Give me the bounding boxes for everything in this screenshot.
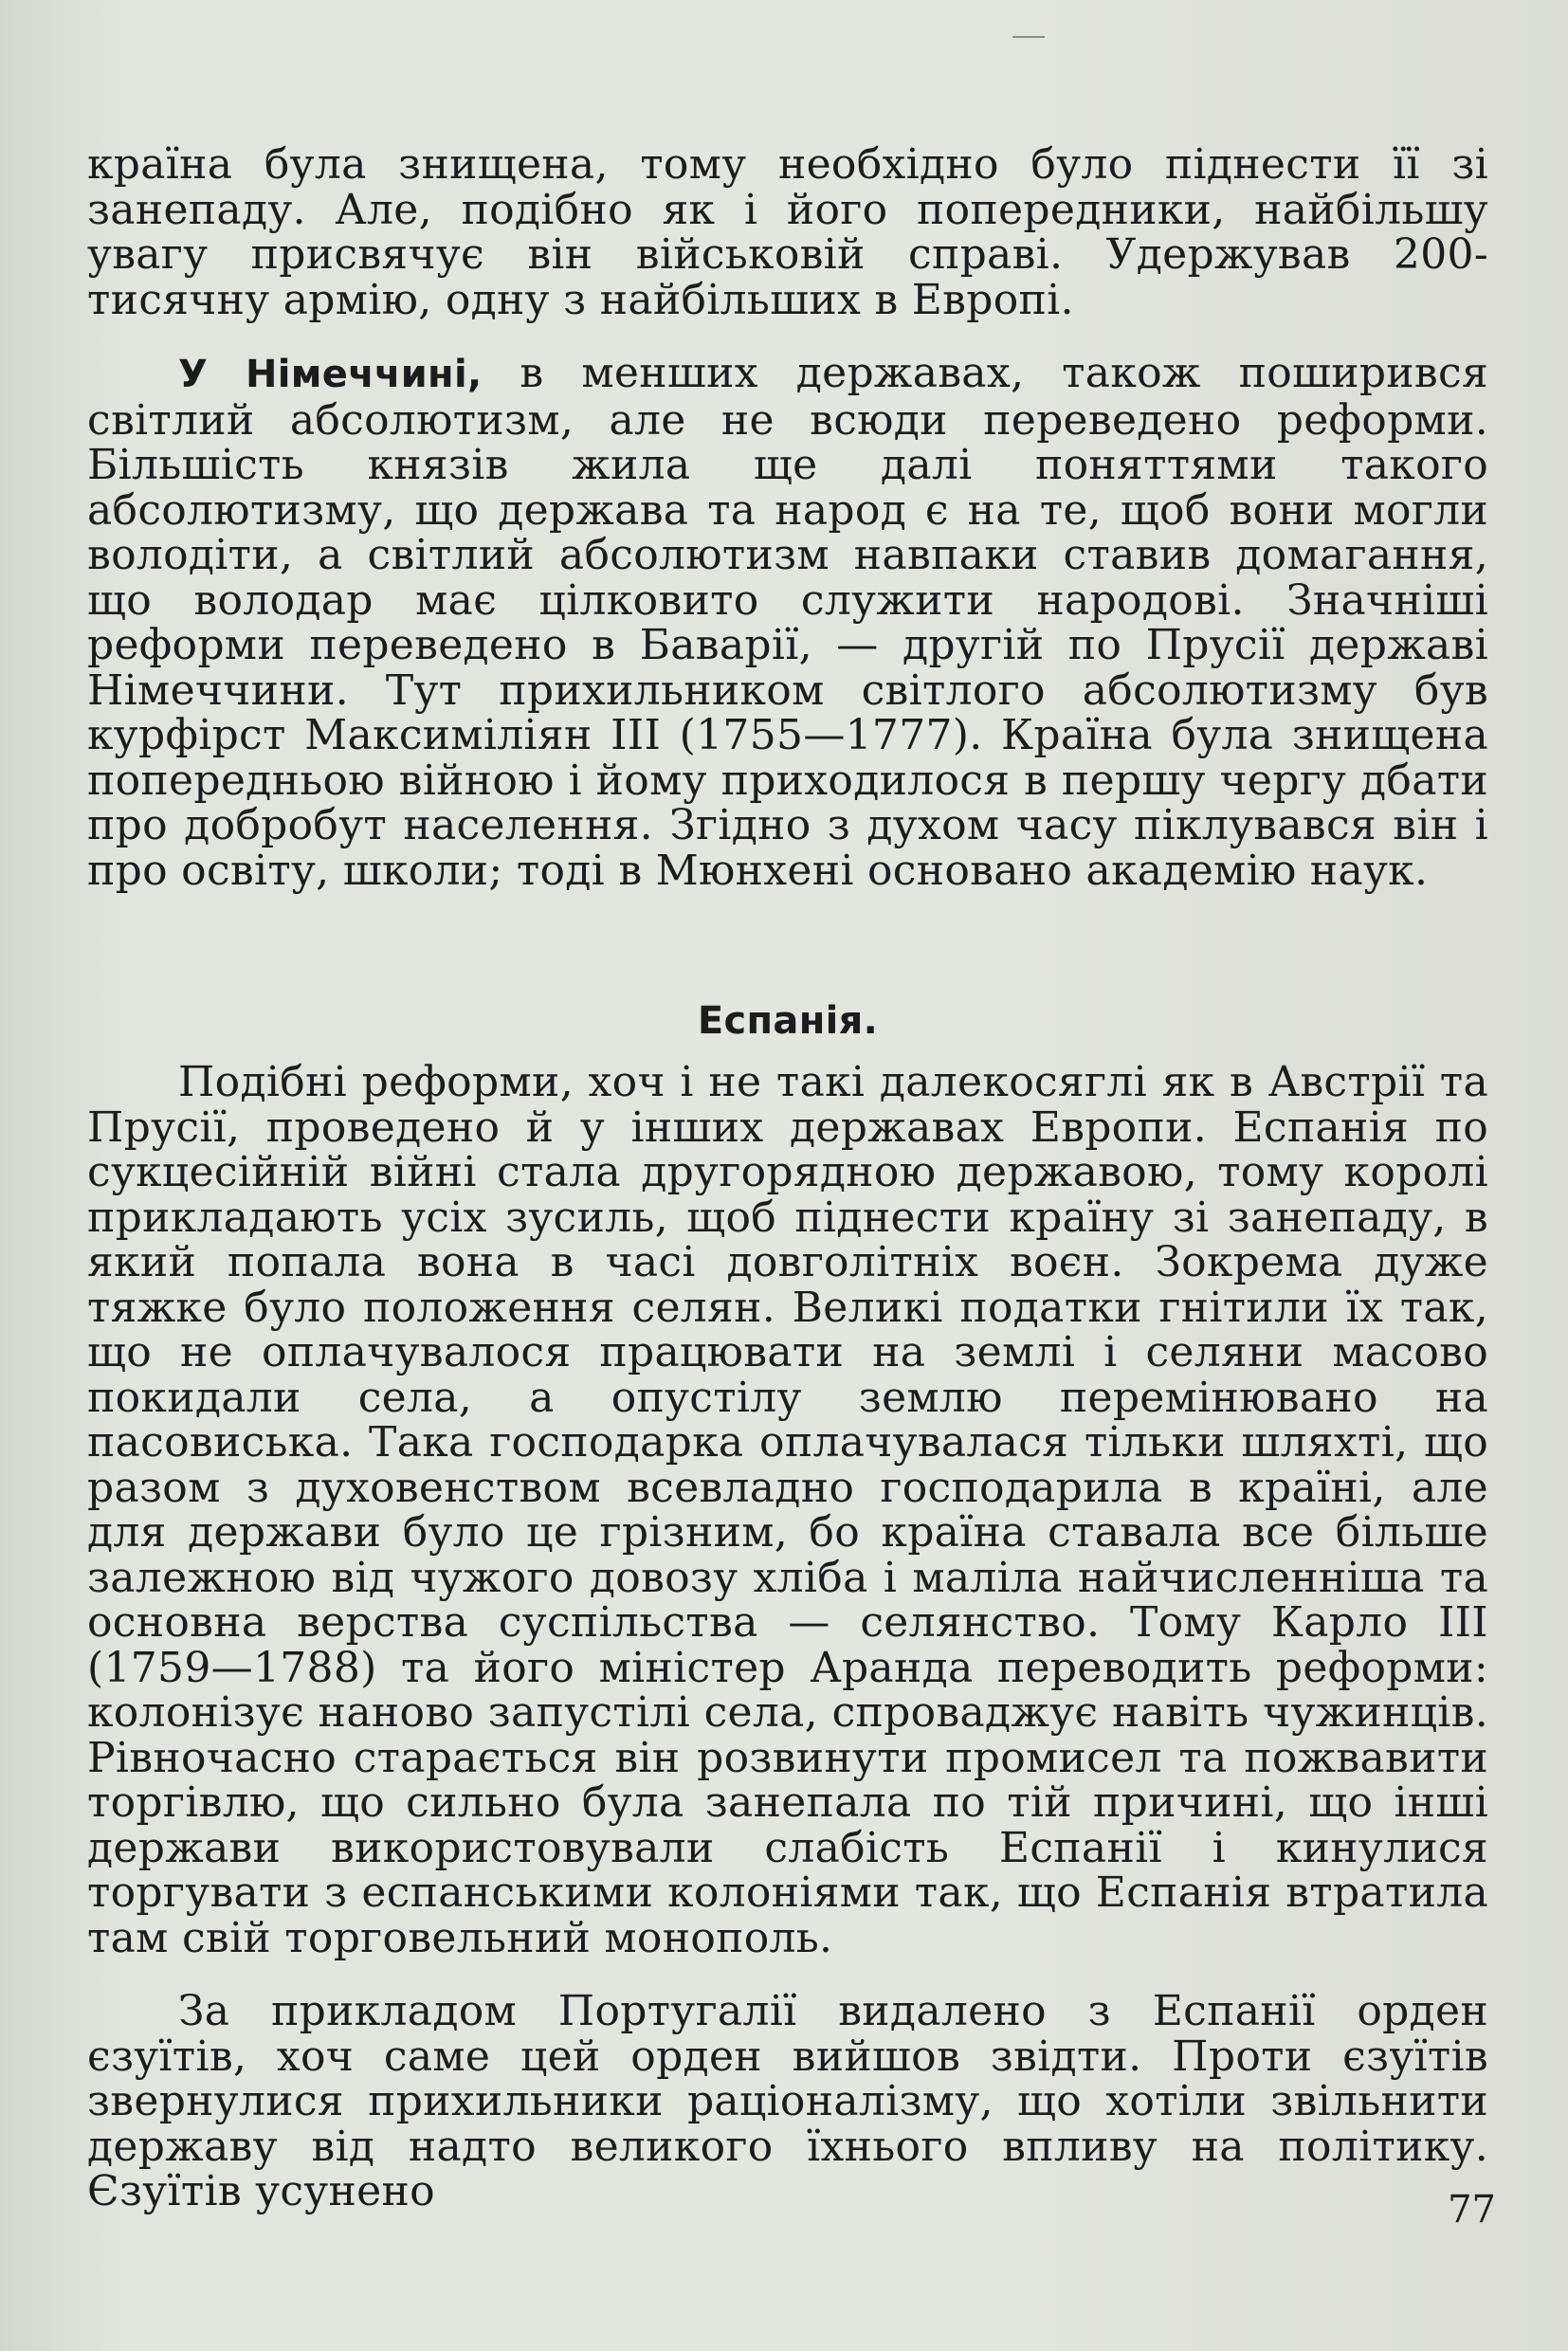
page-edge-mark [1012,36,1045,38]
section-heading-spain: Еспанія. [697,999,879,1043]
paragraph-spain-reforms: Подібні реформи, хоч і не такі далекосяглі як в Австрії та Прусії, проведено й у інших державах Европи. Еспанія по сукцесійній війні стала другорядною державою, тому королі прикладають усіх зусиль, щоб піднести країну зі занепаду, в який попала вона в часі довголітніх воєн. Зокрема дуже тяжке було положення селян. Великі податки гнітили їх так, що не оплачувалося працювати на землі і селяни масово покидали села, а опустілу землю перемінювано на пасовиська. Така господарка оплачувалася тільки шляхті, що разом з духовенством всевладно господарила в країні, але для держави було це грізним, бо країна ставала все більше залежною від чужого довозу хліба і маліла найчисленніша та основна верства суспільства — селянство. Тому Карло III (1759—1788) та його міністер Аранда переводить реформи: колонізує наново запустілі села, спроваджує навіть чужинців. Рівночасно старається він розвинути промисел та пожвавити торгівлю, що сильно була занепала по тій причині, що інші держави використовували слабість Еспанії і кинулися торгувати з еспанськими колоніями так, що Еспанія втратила там свій торговельний монополь. [87,1058,1488,1962]
paragraph-germany-text: в менших державах, також поширився світлий абсолютизм, але не всюди переведено реформи. Більшість князів жила ще далі поняттями такого абсолютизму, що держава та народ є на те, щоб вони могли володіти, а світлий абсолютизм навпаки ставив домагання, що володар має цілковито служити народові. Значніші реформи переведено в Баварії, — другій по Прусії державі Німеччини. Тут прихильником світлого абсолютизму був курфірст Максиміліян III (1755—1777). Країна була знищена попередньою війною і йому приходилося в першу чергу дбати про добробут населення. Згідно з духом часу піклувався він і про освіту, школи; тоді в Мюнхені основано академію наук. [87,349,1489,895]
paragraph-gap [87,322,1488,351]
lead-term-germany: У Німеччині, [178,353,483,396]
paragraph-army: країна була знищена, тому необхідно було піднести її зі занепаду. Але, подібно як і його попередники, найбільшу увагу присвячує він військовій справі. Удержував 200-тисячну армію, одну з найбільших в Европі. [87,140,1488,324]
body-text [87,142,1488,2214]
paragraph-jesuits: За прикладом Португалії видалено з Еспанії орден єзуїтів, хоч саме цей орден вийшов звідти. Проти єзуїтів звернулися прихильники раціоналізму, що хотіли звільнити державу від надто великого їхнього впливу на політику. Єзуїтів усунено [87,1987,1488,2215]
paragraph-gap [87,1960,1488,1989]
section-gap [87,893,1488,997]
paragraph-germany [87,351,1488,893]
page-number: 77 [1448,2188,1496,2232]
